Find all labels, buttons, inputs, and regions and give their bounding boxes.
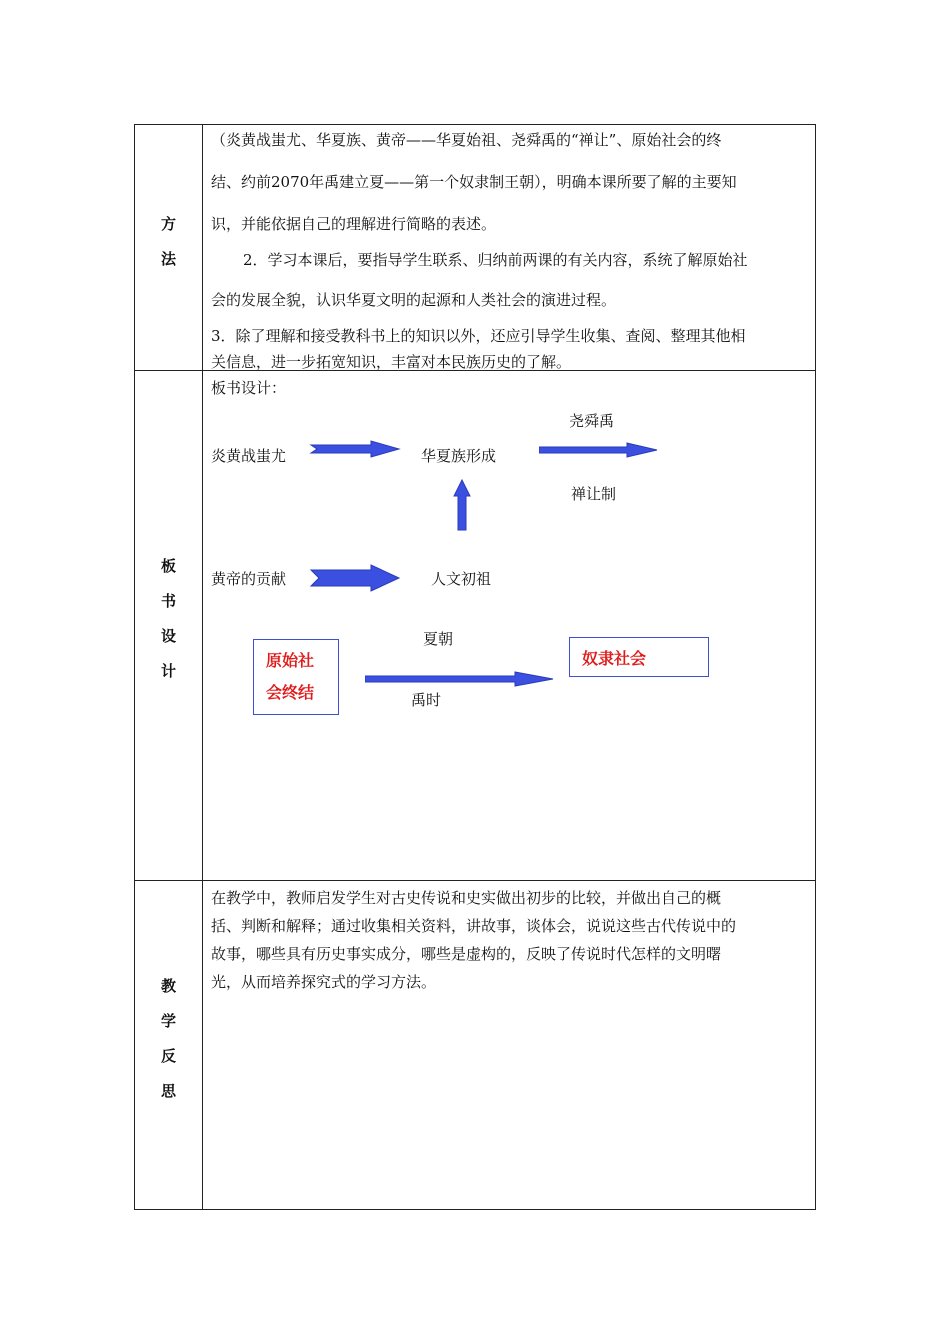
arrow-right-icon xyxy=(309,440,401,458)
reflection-label: 教 学 反 思 xyxy=(160,977,176,1100)
arrow-right-icon xyxy=(365,671,555,687)
method-label: 方 法 xyxy=(160,215,176,268)
node-yanhuang: 炎黄战蚩尤 xyxy=(211,447,287,465)
node-huangdi: 黄帝的贡献 xyxy=(211,570,287,588)
node-renwen: 人文初祖 xyxy=(431,570,492,588)
method-para2-line2: 会的发展全貌，认识华夏文明的起源和人类社会的演进过程。 xyxy=(211,291,617,309)
node-shanrang: 禅让制 xyxy=(571,485,617,503)
method-para1-line2: 结、约前2070年禹建立夏——第一个奴隶制王朝），明确本课所要了解的主要知 xyxy=(211,173,737,191)
arrow-up-icon xyxy=(453,478,471,532)
column-divider xyxy=(202,125,203,1209)
row-divider xyxy=(135,880,815,881)
board-label: 板 书 设 计 xyxy=(160,557,176,680)
method-para3-line2: 关信息，进一步拓宽知识，丰富对本民族历史的了解。 xyxy=(211,353,572,371)
reflection-line2: 括、判断和解释；通过收集相关资料，讲故事，谈体会，说说这些古代传说中的 xyxy=(211,917,737,935)
node-yaoshunyu: 尧舜禹 xyxy=(569,412,615,430)
board-title: 板书设计： xyxy=(211,379,287,397)
reflection-line3: 故事，哪些具有历史事实成分，哪些是虚构的，反映了传说时代怎样的文明曙 xyxy=(211,945,722,963)
arrow-right-icon xyxy=(539,442,659,458)
method-para2-line1: 2．学习本课后，要指导学生联系、归纳前两课的有关内容，系统了解原始社 xyxy=(243,251,748,269)
reflection-line1: 在教学中，教师启发学生对古史传说和史实做出初步的比较，并做出自己的概 xyxy=(211,889,722,907)
lesson-table xyxy=(134,124,816,1210)
primitive-society-end-box: 原始社 会终结 xyxy=(253,639,339,715)
node-huaxia: 华夏族形成 xyxy=(421,447,497,465)
node-yushi: 禹时 xyxy=(411,691,442,709)
slave-society-box: 奴隶社会 xyxy=(569,637,709,677)
method-para1-line3: 识，并能依据自己的理解进行简略的表述。 xyxy=(211,215,497,233)
reflection-line4: 光，从而培养探究式的学习方法。 xyxy=(211,973,437,991)
arrow-right-icon xyxy=(309,564,401,592)
method-para3-line1: 3．除了理解和接受教科书上的知识以外，还应引导学生收集、查阅、整理其他相 xyxy=(211,327,746,345)
method-para1-line1: （炎黄战蚩尤、华夏族、黄帝——华夏始祖、尧舜禹的“禅让”、原始社会的终 xyxy=(211,131,722,149)
node-xia: 夏朝 xyxy=(423,630,454,648)
